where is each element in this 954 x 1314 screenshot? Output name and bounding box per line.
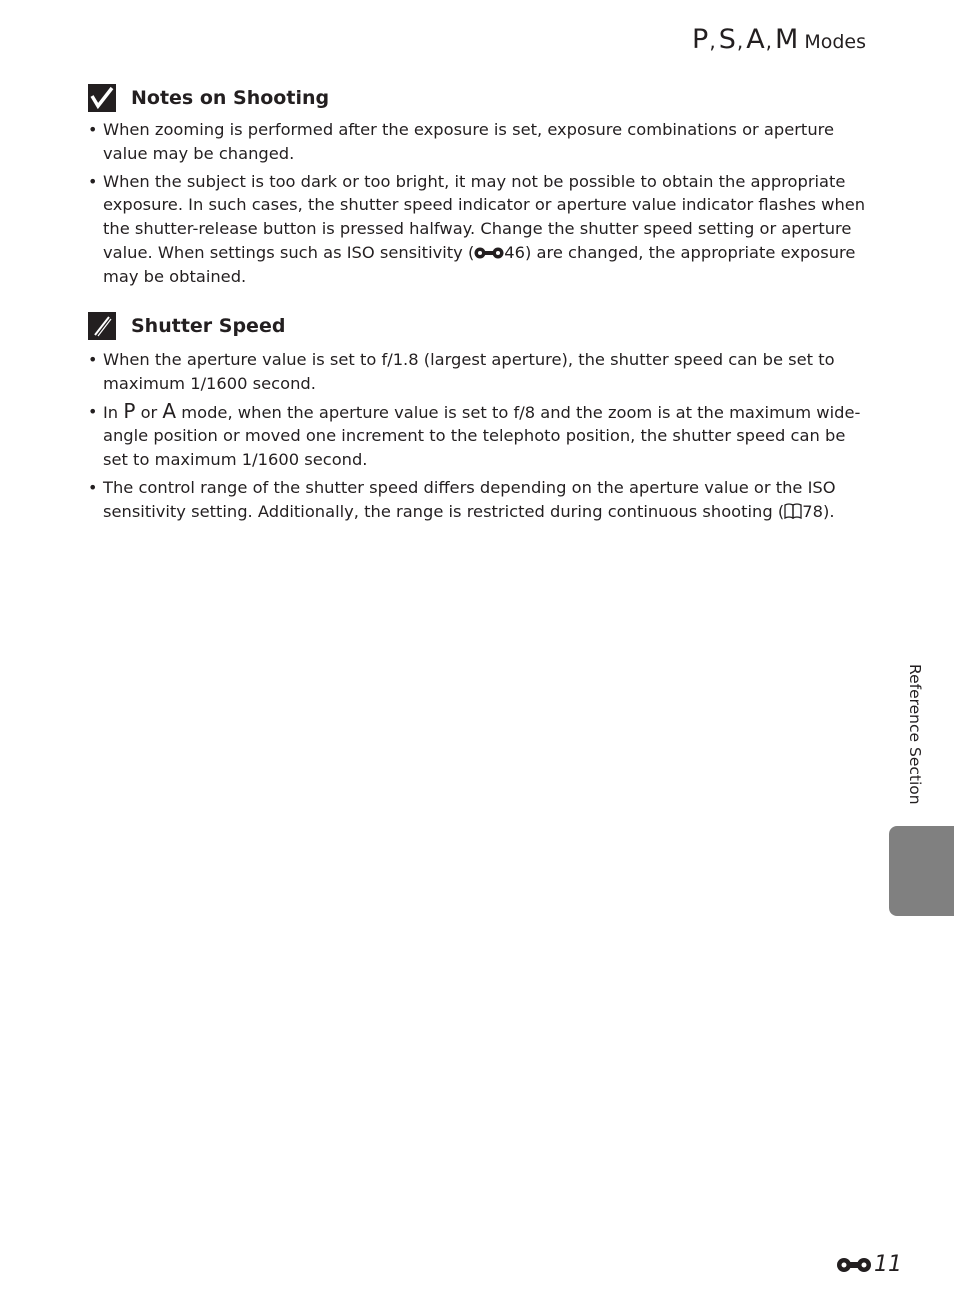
list-item: • When the aperture value is set to f/1.8 (largest aperture), the shutter speed can be set to maximum 1/1600 second. bbox=[88, 348, 868, 396]
checkmark-box-icon bbox=[88, 84, 116, 112]
modes-letters: P, S, A, M bbox=[692, 24, 799, 55]
list-item: • In P or A mode, when the aperture value is set to f/8 and the zoom is at the maximum wide-angle position or moved one increment to the telephoto position, the shutter speed can be set to maximum 1/1600 second. bbox=[88, 400, 868, 472]
section-title: Notes on Shooting bbox=[131, 87, 330, 109]
pencil-note-icon bbox=[88, 312, 116, 340]
shutter-speed-section bbox=[88, 310, 868, 524]
section-tab bbox=[889, 826, 954, 916]
reference-section-icon bbox=[474, 246, 504, 260]
program-mode-glyph: P bbox=[123, 398, 136, 423]
book-page-icon bbox=[784, 503, 802, 519]
side-label: Reference Section bbox=[906, 664, 924, 805]
list-item: • When the subject is too dark or too bright, it may not be possible to obtain the appropriate exposure. In such cases, the shutter speed indicator or aperture value indicator flashes when the shutter-release button is pressed halfway. Change the shutter speed setting or aperture value. When settings such as ISO sensitivity ( 46) are changed, the appropriate exposure may be obtained. bbox=[88, 170, 868, 289]
section-title: Shutter Speed bbox=[131, 315, 286, 337]
list-item: • The control range of the shutter speed differs depending on the aperture value or the ISO sensitivity setting. Additionally, the range is restricted during continuous shooting ( 78). bbox=[88, 476, 868, 524]
page-header bbox=[692, 24, 866, 55]
notes-on-shooting-section bbox=[88, 82, 868, 289]
page-number: 11 bbox=[836, 1252, 902, 1277]
list-item: • When zooming is performed after the exposure is set, exposure combinations or aperture value may be changed. bbox=[88, 118, 868, 166]
reference-section-icon bbox=[836, 1256, 872, 1274]
modes-word: Modes bbox=[804, 31, 866, 53]
aperture-mode-glyph: A bbox=[162, 398, 177, 423]
